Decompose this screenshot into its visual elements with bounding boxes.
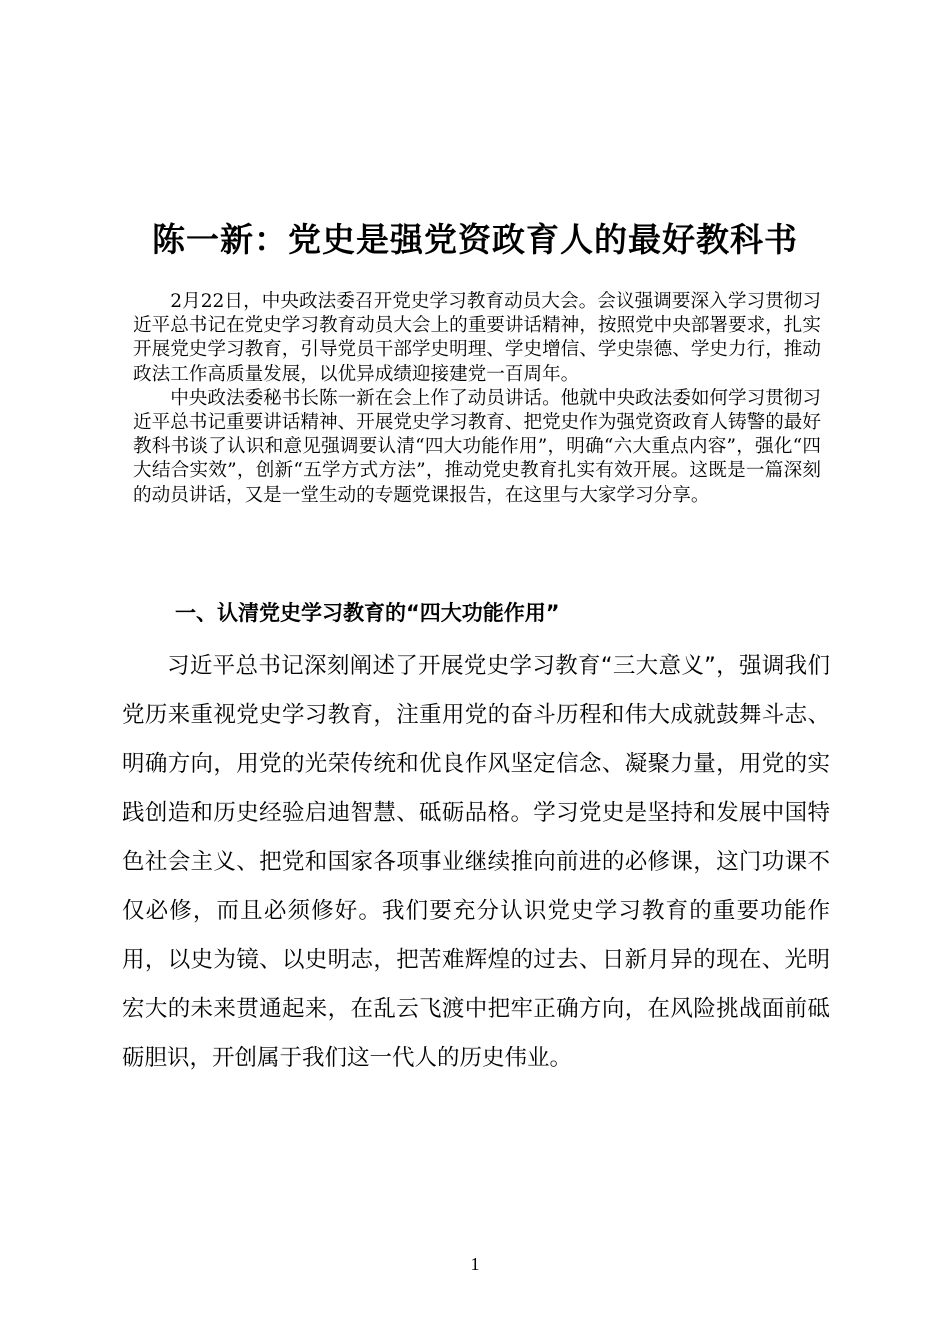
document-title: 陈一新：党史是强党资政育人的最好教科书 <box>152 220 798 259</box>
page-number: 1 <box>470 1254 480 1274</box>
section-heading: 一、认清党史学习教育的“四大功能作用” <box>175 601 560 625</box>
intro-paragraph-1: 2月22日，中央政法委召开党史学习教育动员大会。会议强调要深入学习贯彻习近平总书记在党史学习教育动员大会上的重要讲话精神，按照党中央部署要求，扎实开展党史学习教育，引导党员干部学史明理、学史增信、学史崇德、学史力行，推动政法工作高质量发展，以优异成绩迎接建党一百周年。 <box>133 291 821 385</box>
body-paragraph: 习近平总书记深刻阐述了开展党史学习教育“三大意义”，强调我们党历来重视党史学习教育，注重用党的奋斗历程和伟大成就鼓舞斗志、明确方向，用党的光荣传统和优良作风坚定信念、凝聚力量，用党的实践创造和历史经验启迪智慧、砥砺品格。学习党史是坚持和发展中国特色社会主义、把党和国家各项事业继续推向前进的必修课，这门功课不仅必修，而且必须修好。我们要充分认识党史学习教育的重要功能作用，以史为镜、以史明志，把苦难辉煌的过去、日新月异的现在、光明宏大的未来贯通起来，在乱云飞渡中把牢正确方向，在风险挑战面前砥砺胆识，开创属于我们这一代人的历史伟业。 <box>122 653 830 1071</box>
intro-section <box>133 290 821 508</box>
intro-paragraph-2: 中央政法委秘书长陈一新在会上作了动员讲话。他就中央政法委如何学习贯彻习近平总书记重要讲话精神、开展党史学习教育、把党史作为强党资政育人铸警的最好教科书谈了认识和意见强调要认清“四大功能作用”，明确“六大重点内容”，强化“四大结合实效”，创新“五学方式方法”，推动党史教育扎实有效开展。这既是一篇深刻的动员讲话，又是一堂生动的专题党课报告，在这里与大家学习分享。 <box>133 387 821 506</box>
body-section <box>122 642 830 1083</box>
